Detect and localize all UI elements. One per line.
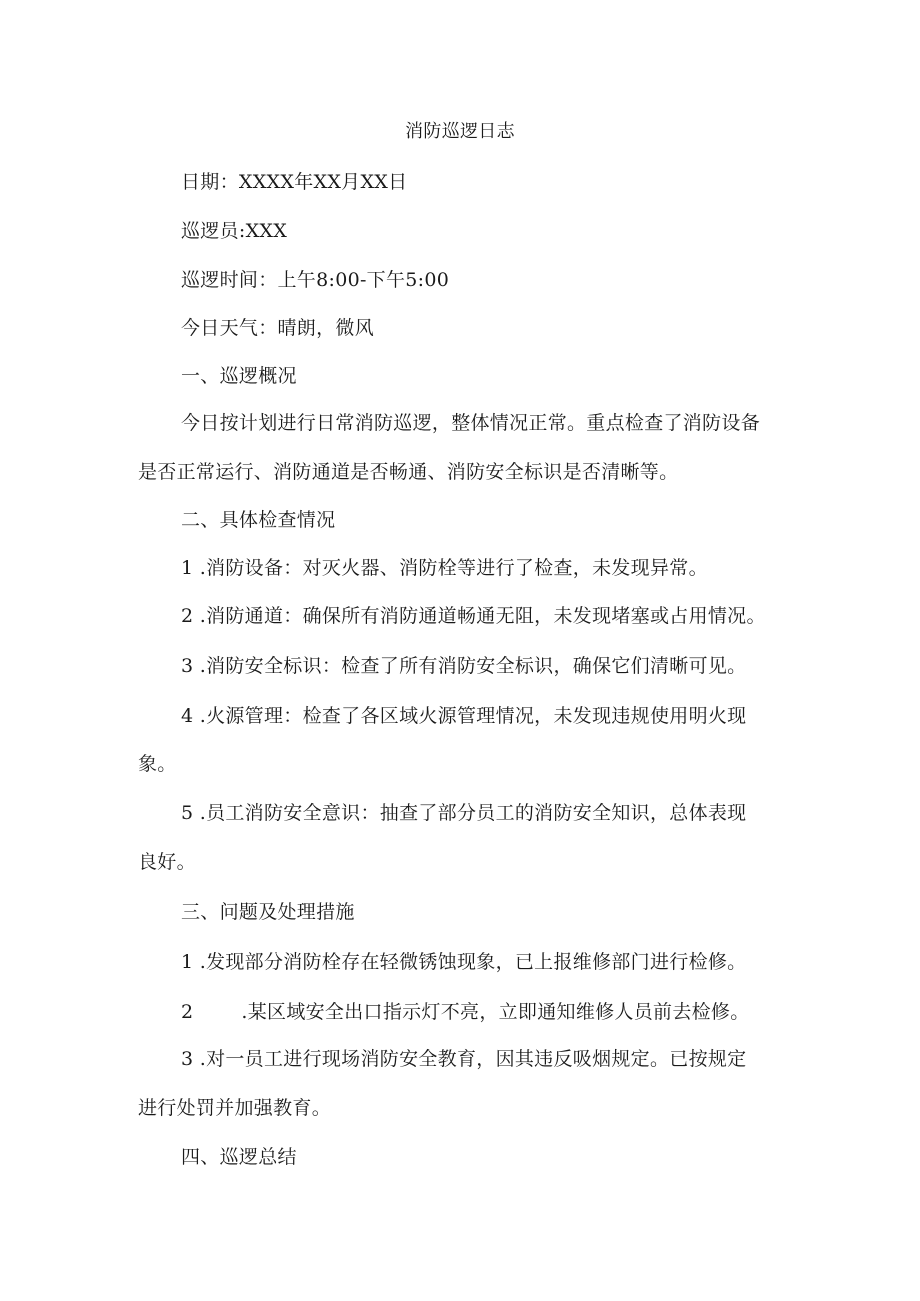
section-heading-issues: 三、问题及处理措施 xyxy=(181,901,355,923)
overview-paragraph-line: 是否正常运行、消防通道是否畅通、消防安全标识是否清晰等。 xyxy=(138,461,679,483)
inspection-item: 3 .消防安全标识：检查了所有消防安全标识，确保它们清晰可见。 xyxy=(181,655,747,677)
date-line: 日期：XXXX年XX月XX日 xyxy=(181,171,408,193)
weather-line: 今日天气：晴朗，微风 xyxy=(181,317,375,339)
issue-item-continued: 进行处罚并加强教育。 xyxy=(138,1097,332,1119)
section-heading-summary: 四、巡逻总结 xyxy=(181,1146,297,1168)
issue-item: 3 .对一员工进行现场消防安全教育，因其违反吸烟规定。已按规定 xyxy=(181,1048,747,1070)
patrol-time-line: 巡逻时间：上午8:00-下午5:00 xyxy=(181,269,450,291)
inspection-item: 2 .消防通道：确保所有消防通道畅通无阻，未发现堵塞或占用情况。 xyxy=(181,605,766,627)
inspection-item-continued: 良好。 xyxy=(138,851,196,873)
section-heading-overview: 一、巡逻概况 xyxy=(181,365,297,387)
issue-item: 1 .发现部分消防栓存在轻微锈蚀现象，已上报维修部门进行检修。 xyxy=(181,951,747,973)
document-title: 消防巡逻日志 xyxy=(405,121,515,142)
issue-item-text: .某区域安全出口指示灯不亮，立即通知维修人员前去检修。 xyxy=(241,1001,750,1023)
issue-item-number: 2 xyxy=(181,1001,194,1023)
inspection-item: 1 .消防设备：对灭火器、消防栓等进行了检查，未发现异常。 xyxy=(181,557,708,579)
issue-item xyxy=(181,1000,750,1024)
inspection-item: 4 .火源管理：检查了各区域火源管理情况，未发现违规使用明火现 xyxy=(181,705,747,727)
overview-paragraph-line: 今日按计划进行日常消防巡逻，整体情况正常。重点检查了消防设备 xyxy=(181,412,761,434)
patroller-line: 巡逻员:XXX xyxy=(181,220,288,242)
inspection-item: 5 .员工消防安全意识：抽查了部分员工的消防安全知识，总体表现 xyxy=(181,802,747,824)
inspection-item-continued: 象。 xyxy=(138,753,177,775)
section-heading-inspection: 二、具体检查情况 xyxy=(181,509,336,531)
